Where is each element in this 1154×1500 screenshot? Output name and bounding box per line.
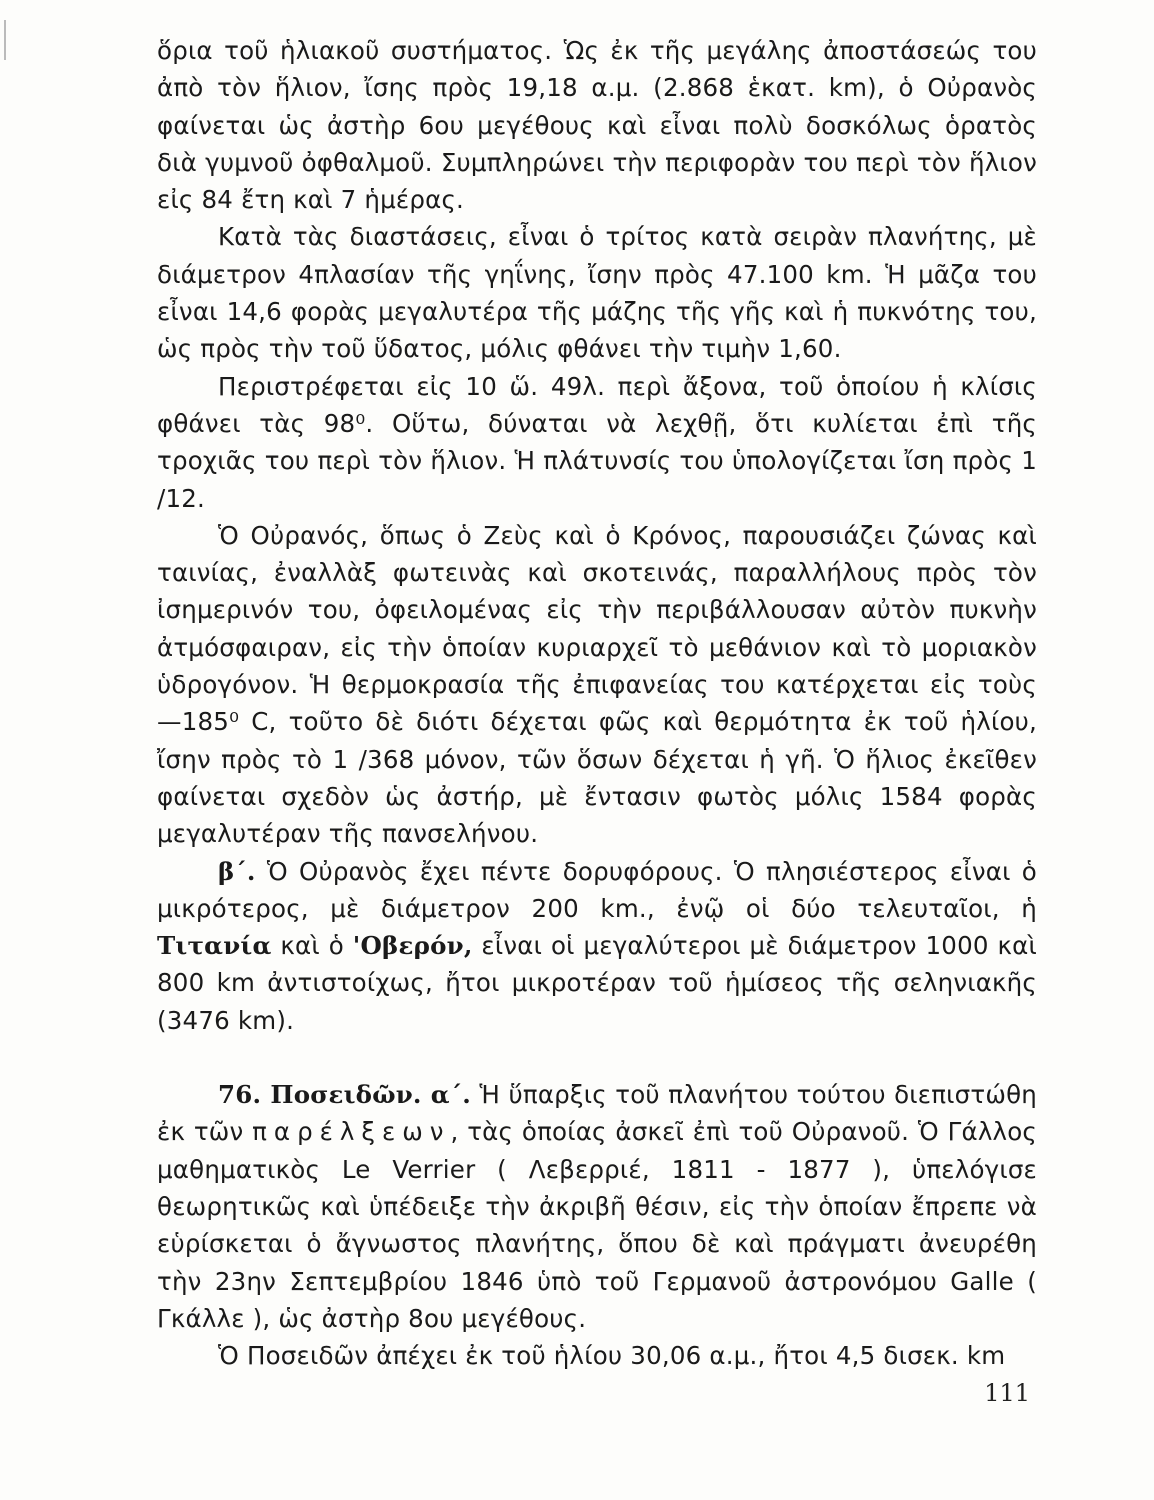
titania-term: Τιτανία <box>157 931 272 961</box>
paragraph-2: Κατὰ τὰς διαστάσεις, εἶναι ὁ τρίτος κατὰ σειρὰν πλανήτης, μὲ διάμετρον 4πλασίαν τῆς γηΐνης, ἴσην πρὸς 47.100 km. Ἡ μᾶζα του εἶναι 14,6 φορὰς μεγαλυτέρα τῆς μάζης τῆς γῆς καὶ ἡ πυκνότης του, ὡς πρὸς τὴν τοῦ ὕδατος, μόλις φθάνει τὴν τιμὴν 1,60. <box>157 222 1037 364</box>
paragraph-1: ὅρια τοῦ ἡλιακοῦ συστήματος. Ὡς ἐκ τῆς μεγάλης ἀποστάσεώς του ἀπὸ τὸν ἥλιον, ἴσης πρὸς 19,18 α.μ. (2.868 ἑκατ. km), ὁ Οὐρανὸς φαίνεται ὡς ἀστὴρ 6ου μεγέθους καὶ εἶναι πολὺ δοσκόλως ὁρατὸς διὰ γυμνοῦ ὀφθαλμοῦ. Συμπληρώνει τὴν περιφορὰν του περὶ τὸν ἥλιον εἰς 84 ἔτη καὶ 7 ἡμέρας. <box>157 36 1037 215</box>
paragraph-4: Ὁ Οὐρανός, ὅπως ὁ Ζεὺς καὶ ὁ Κρόνος, παρουσιάζει ζώνας καὶ ταινίας, ἐναλλὰξ φωτεινὰς καὶ σκοτεινάς, παραλλήλους πρὸς τὸν ἰσημερινόν του, ὀφειλομένας εἰς τὴν περιβάλλουσαν αὐτὸν πυκνὴν ἀτμόσφαιραν, εἰς τὴν ὁποίαν κυριαρχεῖ τὸ μεθάνιον καὶ τὸ μοριακὸν ὑδρογόνον. Ἡ θερμοκρασία τῆς ἐπιφανείας του κατέρχεται εἰς τοὺς —185⁰ C, τοῦτο δὲ διότι δέχεται φῶς καὶ θερμότητα ἐκ τοῦ ἡλίου, ἴσην πρὸς τὸ 1 /368 μόνον, τῶν ὅσων δέχεται ἡ γῆ. Ὁ ἥλιος ἐκεῖθεν φαίνεται σχεδὸν ὡς ἀστήρ, μὲ ἔντασιν φωτὸς μόλις 1584 φορὰς μεγαλυτέραν τῆς πανσελήνου. <box>157 520 1037 849</box>
paragraph-5-text-a: Ὁ Οὐρανὸς ἔχει πέντε δορυφόρους. Ὁ πλησιέστερος εἶναι ὁ μικρότερος, μὲ διάμετρον 200 km., ἐνῷ οἱ δύο τελευταῖοι, ἡ <box>157 856 1037 923</box>
paragraph-3: Περιστρέφεται εἰς 10 ὥ. 49λ. περὶ ἄξονα, τοῦ ὁποίου ἡ κλίσις φθάνει τὰς 98⁰. Οὕτω, δύναται νὰ λεχθῇ, ὅτι κυλίεται ἐπὶ τῆς τροχιᾶς του περὶ τὸν ἥλιον. Ἡ πλάτυνσίς του ὑπολογίζεται ἴση πρὸς 1 /12. <box>157 371 1037 513</box>
paragraph-6-text-a: Ἡ ὕπαρξις τοῦ πλανήτου τούτου διεπιστώθη ἐκ τῶν <box>157 1080 1037 1147</box>
paragraph-5-text-c: εἶναι οἱ μεγαλύτεροι μὲ διάμετρον 1000 καὶ 800 km ἀντιστοίχως, ἤτοι μικροτέραν τοῦ ἡμίσεος τῆς σεληνιακῆς (3476 km). <box>157 931 1037 1035</box>
paragraph-5 <box>157 853 1037 1039</box>
page-number: 111 <box>984 1379 1030 1407</box>
spaced-term: παρέλξεων <box>252 1117 451 1147</box>
section-marker: β΄. <box>218 856 256 886</box>
section-heading: 76. Ποσειδῶν. α΄. <box>218 1080 472 1110</box>
oberon-term: 'Οβερόν, <box>352 931 473 961</box>
page-body <box>157 32 1037 1374</box>
paragraph-5-text-b: καὶ ὁ <box>271 931 353 961</box>
paragraph-6 <box>157 1076 1037 1337</box>
paragraph-6-text-b: , τὰς ὁποίας ἀσκεῖ ἐπὶ τοῦ Οὐρανοῦ. Ὁ Γάλλος μαθηματικὸς Le Verrier ( Λεβερριέ, 1811 - 1877 ), ὑπελόγισε θεωρητικῶς καὶ ὑπέδειξε τὴν ἀκριβῆ θέσιν, εἰς τὴν ὁποίαν ἔπρεπε νὰ εὑρίσκεται ὁ ἄγνωστος πλανήτης, ὅπου δὲ καὶ πράγματι ἀνευρέθη τὴν 23ην Σεπτεμβρίου 1846 ὑπὸ τοῦ Γερμανοῦ ἀστρονόμου Galle ( Γκάλλε ), ὡς ἀστὴρ 8ου μεγέθους. <box>157 1117 1037 1333</box>
margin-mark <box>4 20 6 60</box>
paragraph-7: Ὁ Ποσειδῶν ἀπέχει ἐκ τοῦ ἡλίου 30,06 α.μ., ἤτοι 4,5 δισεκ. km <box>218 1341 1006 1371</box>
